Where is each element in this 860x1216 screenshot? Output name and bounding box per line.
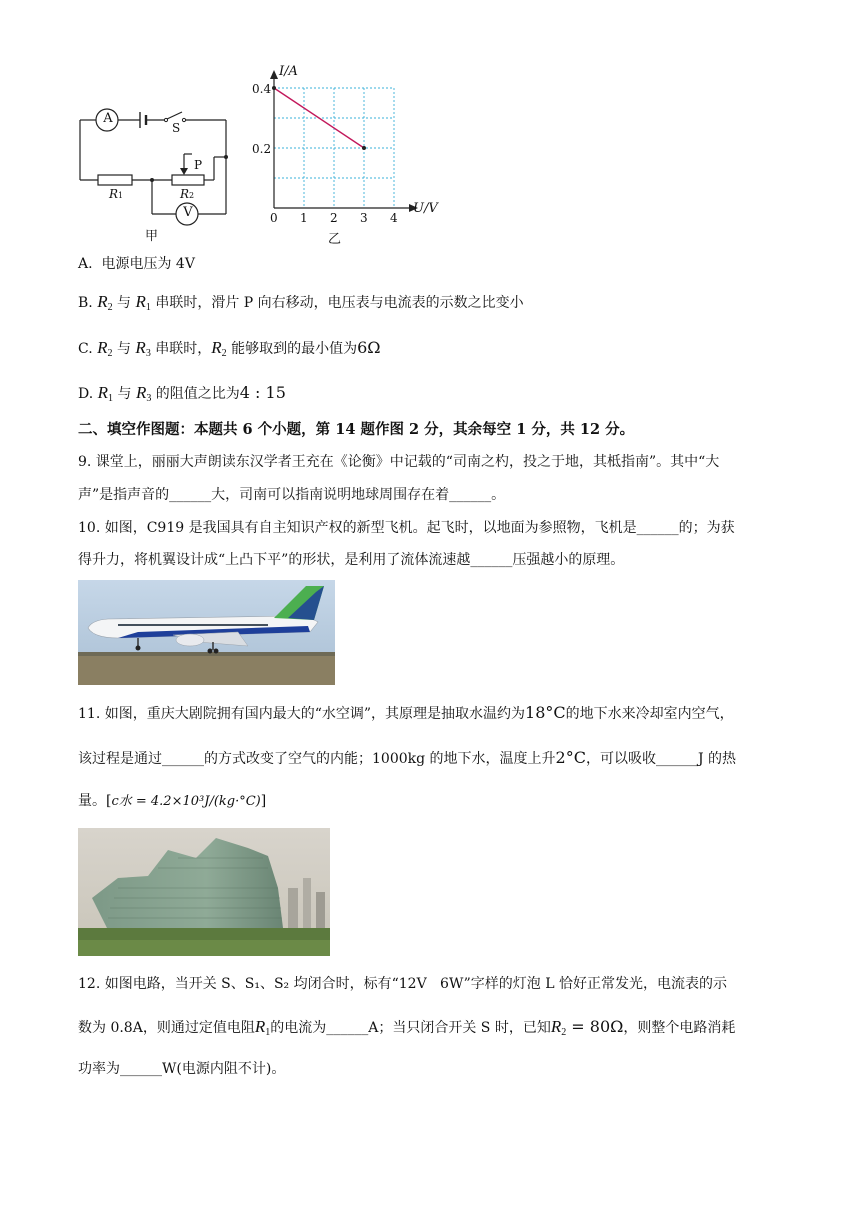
q11-line3: 量。[c水 = 4.2×10³J/(kg·°C)]: [78, 793, 267, 809]
y-tick-0.2: 0.2: [252, 142, 272, 156]
x-tick-2: 2: [330, 211, 338, 225]
y-tick-0.4: 0.4: [252, 82, 272, 96]
x-tick-0: 0: [270, 211, 278, 225]
q9-line2: 声”是指声音的______大，司南可以指南说明地球周围存在着______。: [78, 487, 506, 503]
circuit-diagram: [74, 102, 234, 244]
r1-label: R1: [109, 187, 124, 201]
iu-data-point: [362, 146, 366, 150]
figure-caption-jia: 甲: [145, 229, 159, 244]
q11-line2: 该过程是通过______的方式改变了空气的内能；1000kg 的地下水，温度上升2°C，可以吸收______J 的热: [78, 748, 737, 767]
x-tick-3: 3: [360, 211, 368, 225]
figure-caption-yi: 乙: [328, 232, 342, 247]
q10-line1: 10. 如图，C919 是我国具有自主知识产权的新型飞机。起飞时，以地面为参照物，飞机是______的；为获: [78, 520, 735, 536]
switch-label: S: [172, 121, 181, 135]
option-b: B. $R_2$ 与 $R_1$ 串联时，滑片 P 向右移动，电压表与电流表的示数之比变小: [78, 292, 524, 313]
q11-line1: 11. 如图，重庆大剧院拥有国内最大的“水空调”，其原理是抽取水温约为18°C的地下水来冷却室内空气，: [78, 703, 734, 722]
section-heading: 二、填空作图题：本题共 6 个小题，第 14 题作图 2 分，其余每空 1 分，共 12 分。: [78, 421, 635, 438]
option-c: C. $R_2$ 与 $R_3$ 串联时，$R_2$ 能够取到的最小值为6Ω: [78, 338, 381, 359]
ammeter-label: A: [103, 111, 113, 126]
x-tick-4: 4: [390, 211, 398, 225]
option-d: D. $R_1$ 与 $R_3$ 的阻值之比为4 : 15: [78, 383, 286, 404]
q12-line2: 数为 0.8A，则通过定值电阻$R_1$的电流为______A；当只闭合开关 S 时，已知$R_2 = 80\Omega$，则整个电路消耗: [78, 1017, 736, 1038]
iu-data-point: [272, 86, 276, 90]
voltmeter-label: V: [183, 205, 193, 220]
q10-line2: 得升力，将机翼设计成“上凸下平”的形状，是利用了流体流速越______压强越小的原理。: [78, 552, 625, 568]
slider-label: P: [194, 158, 203, 172]
chongqing-grand-theatre-photo: [78, 828, 330, 956]
q9-line1: 9. 课堂上，丽丽大声朗读东汉学者王充在《论衡》中记载的“司南之杓，投之于地，其柢指南”。其中“大: [78, 454, 720, 470]
x-tick-1: 1: [300, 211, 308, 225]
c919-plane-photo: [78, 580, 335, 685]
x-axis-label: U/V: [413, 201, 438, 216]
q12-line3: 功率为______W(电源内阻不计)。: [78, 1061, 286, 1077]
r2-label: R2: [180, 187, 195, 201]
q12-line1: 12. 如图电路，当开关 S、S₁、S₂ 均闭合时，标有“12V 6W”字样的灯泡 L 恰好正常发光，电流表的示: [78, 976, 727, 992]
y-axis-label: I/A: [279, 64, 298, 79]
option-a: A. 电源电压为 4V: [78, 256, 195, 272]
